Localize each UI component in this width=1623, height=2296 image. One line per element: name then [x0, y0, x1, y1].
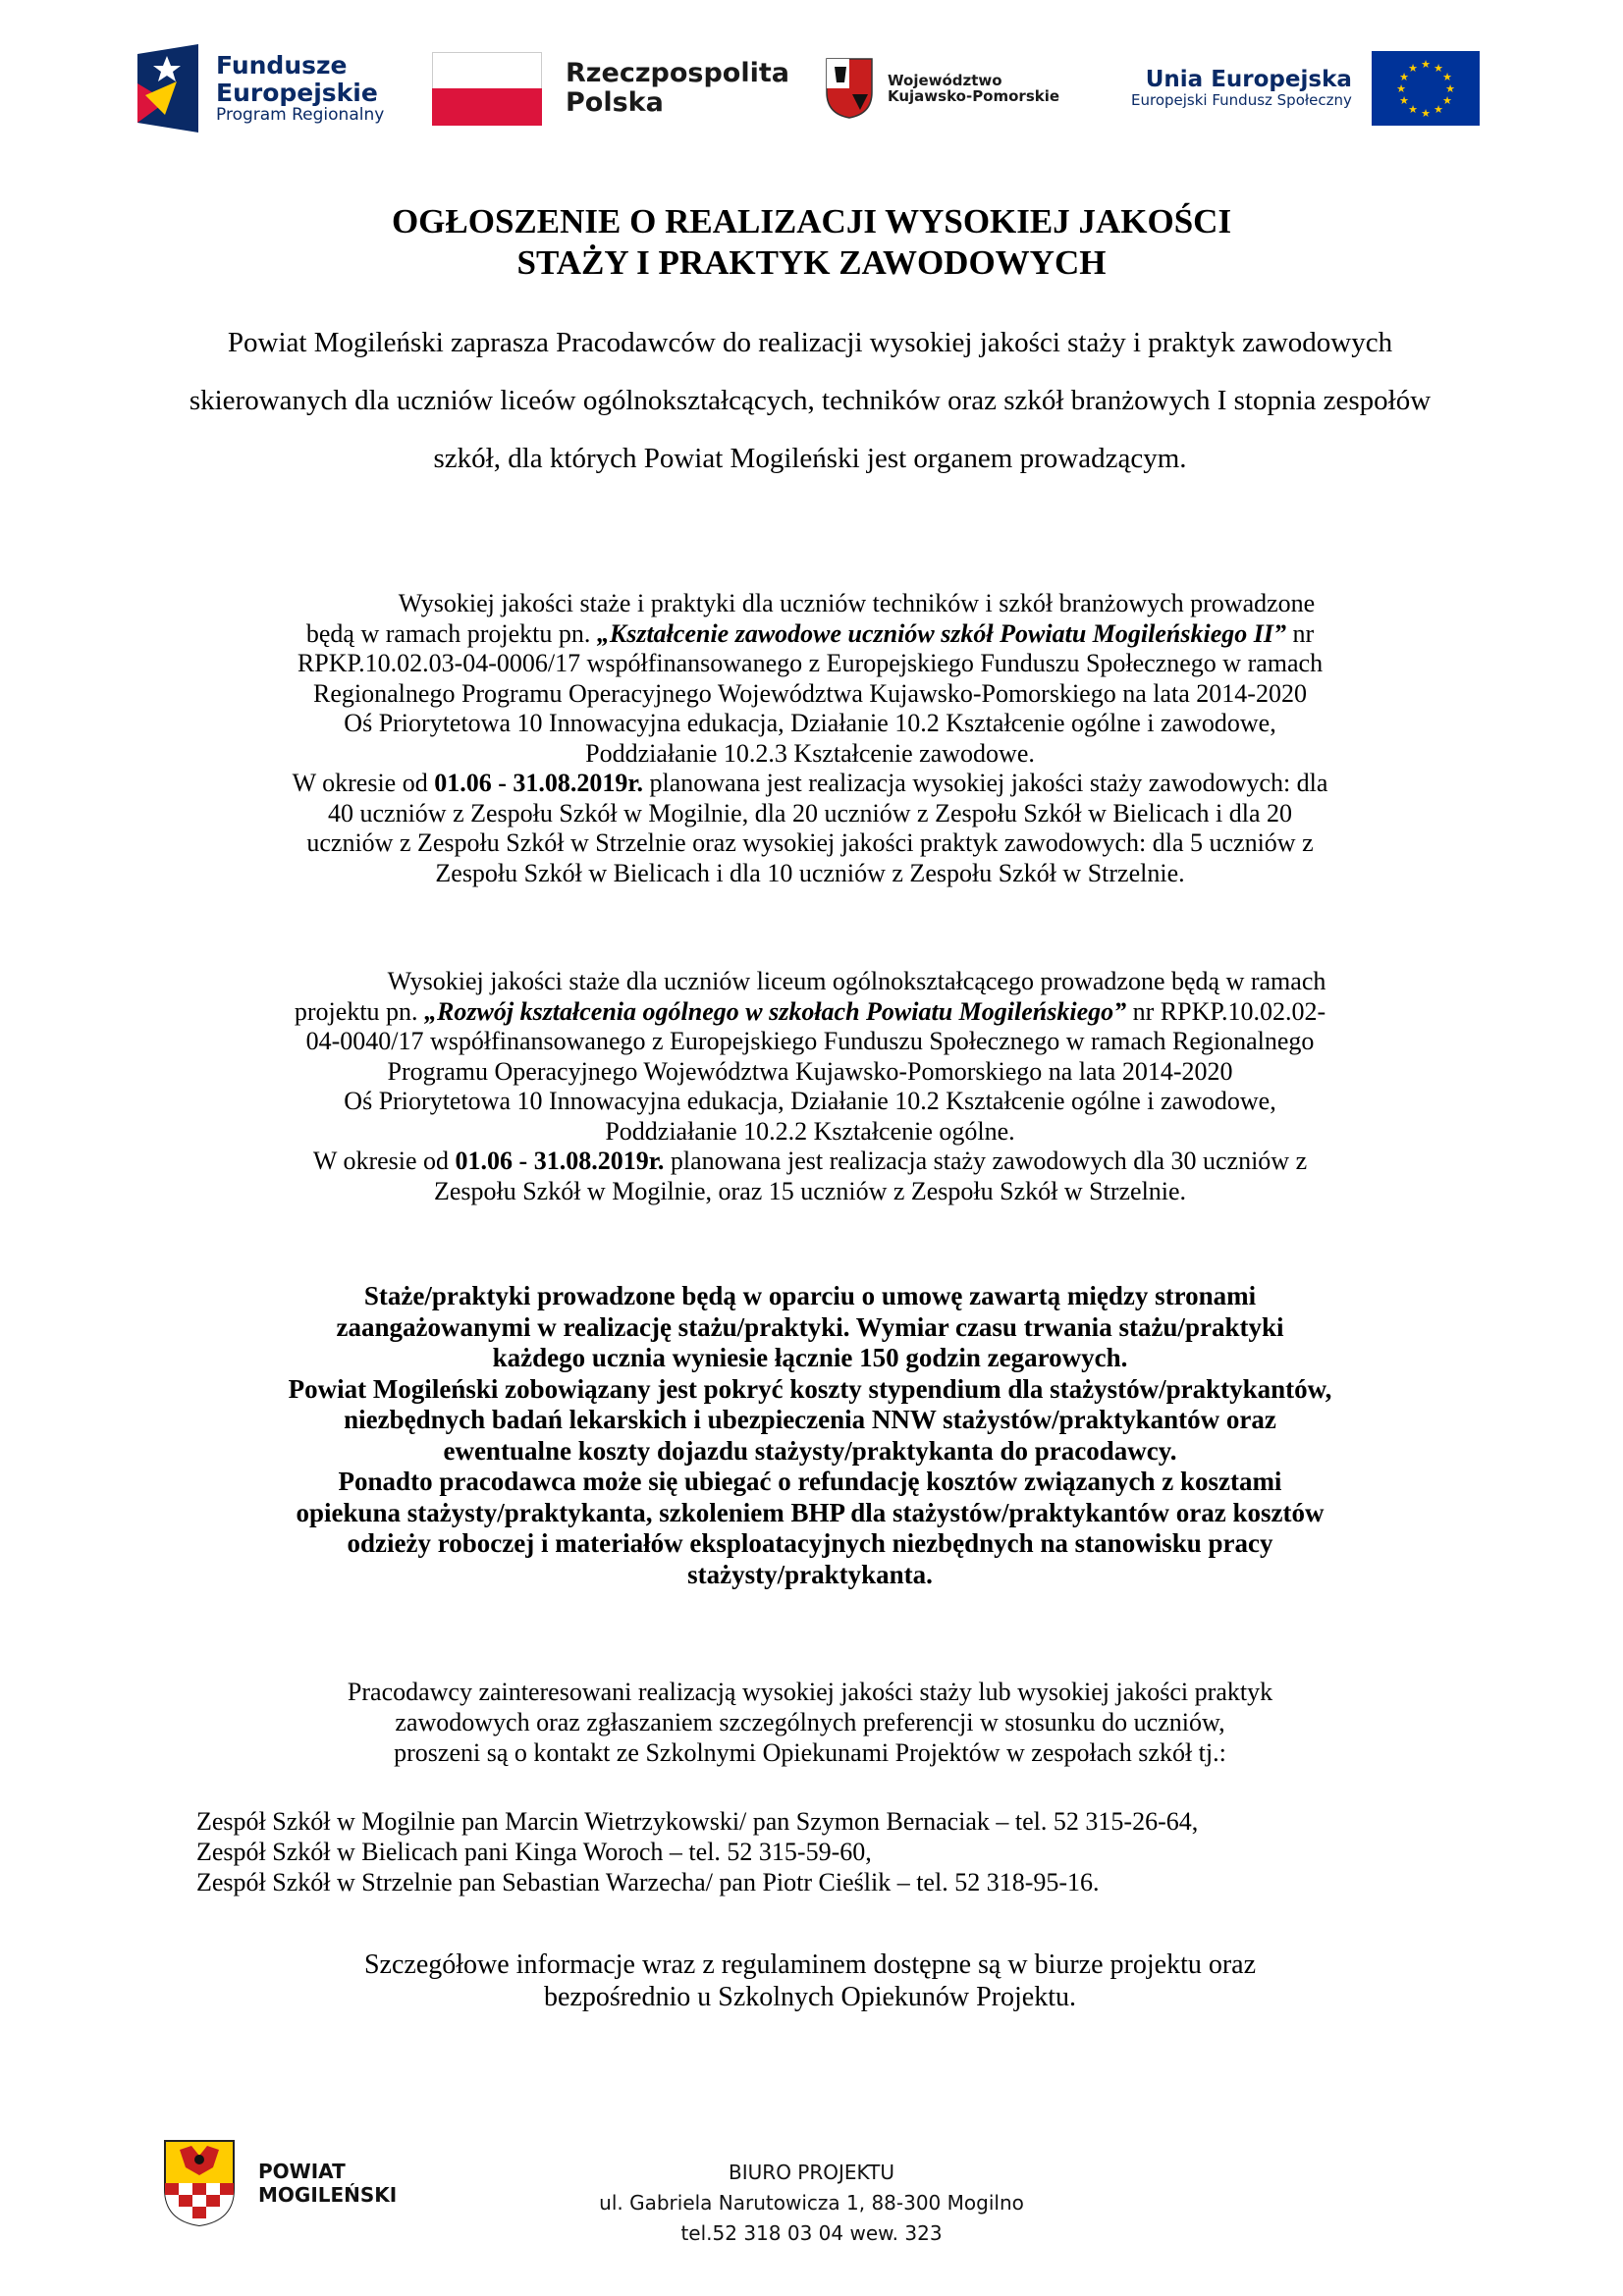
- p2-line6: Poddziałanie 10.2.2 Kształcenie ogólne.: [605, 1116, 1015, 1146]
- invite-line: proszeni są o kontakt ze Szkolnymi Opiekunami Projektów w zespołach szkół tj.:: [394, 1738, 1226, 1767]
- title-line1: OGŁOSZENIE O REALIZACJI WYSOKIEJ JAKOŚCI: [391, 202, 1232, 240]
- cond-line: Staże/praktyki prowadzone będą w oparciu o umowę zawartą między stronami: [363, 1281, 1257, 1310]
- fundusze-line1: Fundusze: [216, 51, 348, 80]
- svg-text:★: ★: [1398, 71, 1409, 83]
- rzeczpospolita-line2: Polska: [566, 87, 664, 118]
- cond-line: ewentualne koszty dojazdu stażysty/praktykanta do pracodawcy.: [443, 1435, 1177, 1466]
- p1-line2: będą w ramach projektu pn. „Kształcenie zawodowe uczniów szkół Powiatu Mogileńskiego II” nr: [305, 618, 1315, 648]
- footer-logo-line1: POWIAT: [258, 2160, 346, 2183]
- wojewodztwo-logo: [825, 39, 1059, 137]
- project-office-address: [0, 2158, 1623, 2249]
- closing-paragraph: [187, 1949, 1434, 2013]
- p2-line2: projektu pn. „Rozwój kształcenia ogólnego w szkołach Powiatu Mogileńskiego” nr RPKP.10.02.02-: [294, 996, 1326, 1026]
- svg-text:★: ★: [1444, 82, 1455, 95]
- p1-line8: 40 uczniów z Zespołu Szkół w Mogilnie, dla 20 uczniów z Zespołu Szkół w Bielicach i dla 20: [327, 798, 1293, 828]
- closing-line: Szczegółowe informacje wraz z regulaminem dostępne są w biurze projektu oraz: [363, 1949, 1257, 1980]
- contact-list: [196, 1806, 1434, 1897]
- svg-text:★: ★: [1398, 94, 1409, 107]
- p1-line3: RPKP.10.02.03-04-0006/17 współfinansowanego z Europejskiego Funduszu Społecznego w ramach: [297, 649, 1324, 677]
- p1-line5: Oś Priorytetowa 10 Innowacyjna edukacja, Działanie 10.2 Kształcenie ogólne i zawodowe,: [344, 709, 1276, 737]
- p2-date-range: 01.06 - 31.08.2019r.: [455, 1147, 665, 1175]
- svg-text:★: ★: [1433, 62, 1443, 75]
- svg-text:★: ★: [1420, 107, 1431, 120]
- footer-office-title: BIURO PROJEKTU: [729, 2161, 894, 2184]
- svg-text:★: ★: [1433, 103, 1443, 116]
- p1-line4: Regionalnego Programu Operacyjnego Województwa Kujawsko-Pomorskiego na lata 2014-2020: [313, 678, 1307, 708]
- footer-logo-line2: MOGILEŃSKI: [258, 2183, 398, 2207]
- cond-line: opiekuna stażysty/praktykanta, szkoleniem BHP dla stażystów/praktykantów oraz kosztów: [296, 1497, 1325, 1527]
- wojewodztwo-line2: Kujawsko-Pomorskie: [888, 87, 1060, 105]
- cond-line: odzieży roboczej i materiałów eksploatacyjnych niezbędnych na stanowisku pracy: [347, 1528, 1273, 1558]
- header-logos: [137, 39, 1512, 137]
- p2-line4: Programu Operacyjnego Województwa Kujawsko-Pomorskiego na lata 2014-2020: [387, 1056, 1233, 1086]
- unia-europejska-logo: [1131, 39, 1480, 137]
- p1-line10: Zespołu Szkół w Bielicach i dla 10 uczniów z Zespołu Szkół w Strzelnie.: [435, 858, 1185, 887]
- cond-line: Powiat Mogileński zobowiązany jest pokryć koszty stypendium dla stażystów/praktykantów,: [288, 1373, 1332, 1404]
- p1-line9: uczniów z Zespołu Szkół w Strzelnie oraz wysokiej jakości praktyk zawodowych: dla 5 uczniów z: [306, 828, 1314, 857]
- intro-paragraph: Powiat Mogileński zaprasza Pracodawców do realizacji wysokiej jakości staży i praktyk zawodowych skierowanych dla uczniów liceów ogólnokształcących, techników oraz szkół branżowych I stopnia zespołów szkół, dla których Powiat Mogileński jest organem prowadzącym.: [189, 327, 1432, 474]
- cond-line: Ponadto pracodawca może się ubiegać o refundację kosztów związanych z kosztami: [338, 1467, 1282, 1496]
- p2-line5: Oś Priorytetowa 10 Innowacyjna edukacja, Działanie 10.2 Kształcenie ogólne i zawodowe,: [344, 1087, 1276, 1115]
- page-title: [0, 201, 1623, 284]
- rzeczpospolita-line1: Rzeczpospolita: [566, 58, 789, 89]
- svg-text:★: ★: [1407, 103, 1418, 116]
- p1-line1: Wysokiej jakości staże i praktyki dla uczniów techników i szkół branżowych prowadzone: [398, 589, 1316, 617]
- cond-line: zaangażowanymi w realizację stażu/praktyki. Wymiar czasu trwania stażu/praktyki: [336, 1311, 1284, 1342]
- employers-invitation-paragraph: [187, 1677, 1434, 1768]
- p1-line6: Poddziałanie 10.2.3 Kształcenie zawodowe.: [585, 738, 1035, 768]
- fundusze-line2: Europejskie: [216, 78, 378, 107]
- svg-text:★: ★: [1441, 71, 1452, 83]
- project-2-paragraph: [187, 967, 1434, 1206]
- p2-line8: Zespołu Szkół w Mogilnie, oraz 15 uczniów z Zespołu Szkół w Strzelnie.: [433, 1176, 1187, 1205]
- svg-text:★: ★: [1395, 82, 1406, 95]
- fundusze-line3: Program Regionalny: [216, 105, 385, 126]
- rzeczpospolita-logo: [432, 39, 789, 137]
- invite-line: zawodowych oraz zgłaszaniem szczególnych preferencji w stosunku do uczniów,: [395, 1708, 1225, 1736]
- title-line2: STAŻY I PRAKTYK ZAWODOWYCH: [516, 243, 1107, 282]
- wojewodztwo-line1: Województwo: [888, 71, 1002, 89]
- contact-item: Zespół Szkół w Mogilnie pan Marcin Wietrzykowski/ pan Szymon Bernaciak – tel. 52 315-26-64,: [196, 1807, 1199, 1836]
- unia-line2: Europejski Fundusz Społeczny: [1131, 91, 1352, 110]
- eu-flag-icon: [1372, 51, 1480, 126]
- footer-street: ul. Gabriela Narutowicza 1, 88-300 Mogilno: [599, 2191, 1024, 2215]
- cond-line: każdego ucznia wyniesie łącznie 150 godzin zegarowych.: [492, 1343, 1128, 1372]
- p1-date-range: 01.06 - 31.08.2019r.: [434, 769, 644, 797]
- fundusze-europejskie-logo: [137, 39, 384, 137]
- svg-text:★: ★: [1420, 58, 1431, 71]
- contact-item: Zespół Szkół w Strzelnie pan Sebastian Warzecha/ pan Piotr Cieślik – tel. 52 318-95-16.: [196, 1868, 1100, 1896]
- conditions-paragraph: [187, 1281, 1434, 1590]
- svg-text:★: ★: [1441, 94, 1452, 107]
- svg-text:★: ★: [1407, 62, 1418, 75]
- unia-line1: Unia Europejska: [1145, 67, 1352, 93]
- polish-flag-icon: [432, 52, 542, 126]
- footer-phone: tel.52 318 03 04 wew. 323: [680, 2221, 943, 2245]
- p1-line7: W okresie od 01.06 - 31.08.2019r. planowana jest realizacja wysokiej jakości staży zawodowych: dla: [292, 769, 1328, 797]
- contact-item: Zespół Szkół w Bielicach pani Kinga Woroch – tel. 52 315-59-60,: [196, 1838, 872, 1866]
- p2-line3: 04-0040/17 współfinansowanego z Europejskiego Funduszu Społecznego w ramach Regionalnego: [305, 1027, 1315, 1055]
- cond-line: stażysty/praktykanta.: [687, 1559, 933, 1589]
- project-1-name: „Kształcenie zawodowe uczniów szkół Powiatu Mogileńskiego II”: [596, 618, 1286, 648]
- project-2-name: „Rozwój kształcenia ogólnego w szkołach Powiatu Mogileńskiego”: [424, 996, 1127, 1026]
- invite-line: Pracodawcy zainteresowani realizacją wysokiej jakości staży lub wysokiej jakości praktyk: [347, 1678, 1273, 1706]
- p2-line7: W okresie od 01.06 - 31.08.2019r. planowana jest realizacja staży zawodowych dla 30 uczniów z: [312, 1147, 1308, 1175]
- coat-of-arms-icon: [825, 57, 874, 120]
- p2-line1: Wysokiej jakości staże dla uczniów liceum ogólnokształcącego prowadzone będą w ramach: [387, 967, 1326, 995]
- fundusze-europejskie-emblem-icon: [137, 44, 198, 133]
- project-1-paragraph: [187, 589, 1434, 888]
- cond-line: niezbędnych badań lekarskich i ubezpieczenia NNW stażystów/praktykantów oraz: [344, 1405, 1276, 1434]
- closing-line: bezpośrednio u Szkolnych Opiekunów Projektu.: [543, 1982, 1077, 2012]
